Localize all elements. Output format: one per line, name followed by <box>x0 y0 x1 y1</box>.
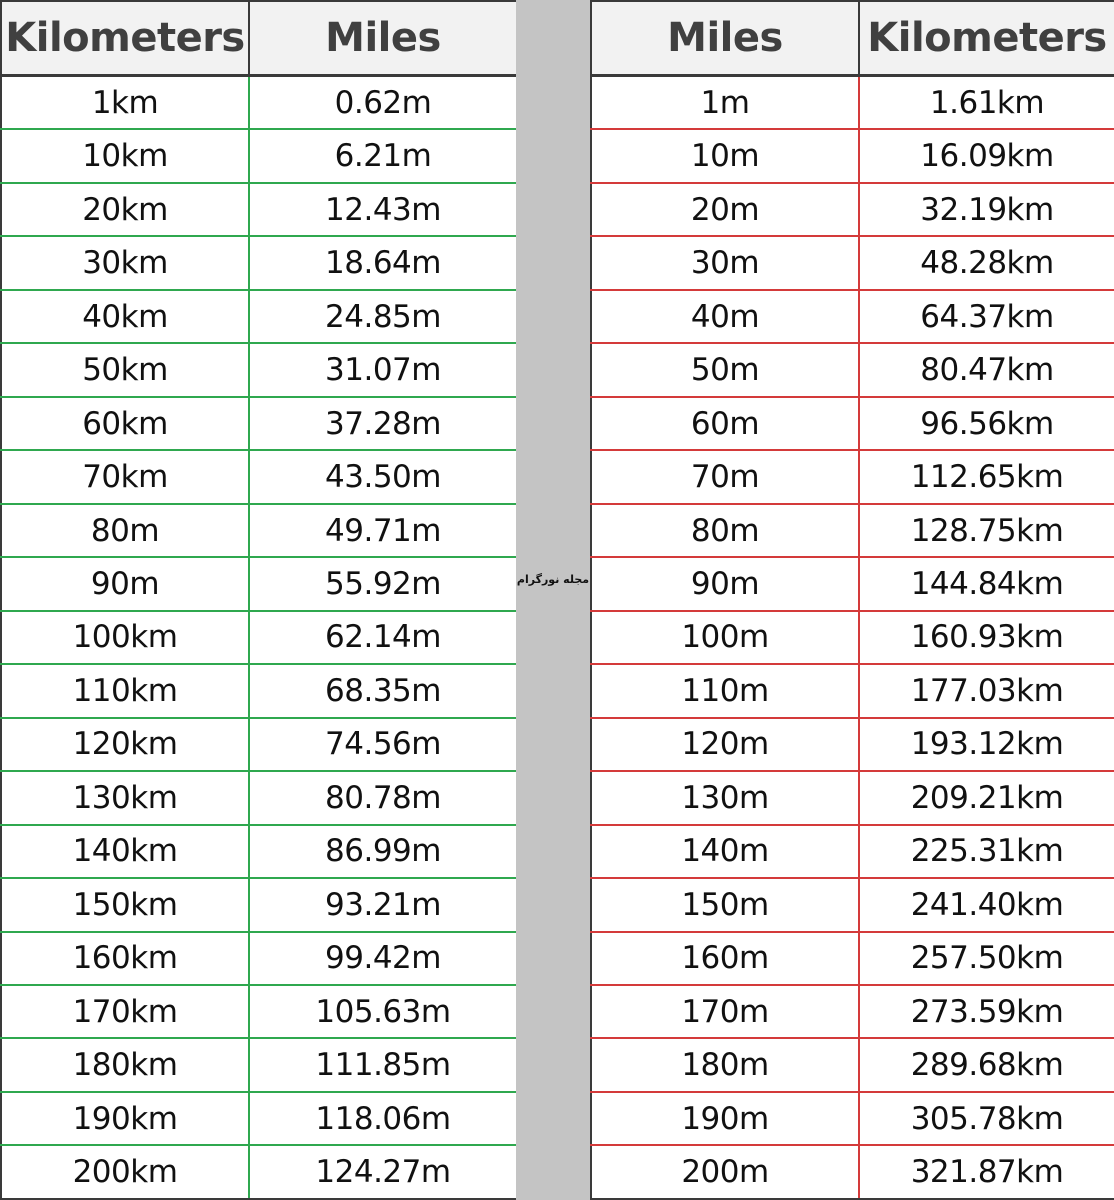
table-row <box>591 343 1114 396</box>
kilometers-cell: 90m <box>1 557 249 610</box>
miles-cell: 90m <box>591 557 859 610</box>
kilometers-cell: 305.78km <box>859 1092 1114 1145</box>
column-header-kilometers: Kilometers <box>1 1 249 76</box>
table-header-row <box>591 1 1114 76</box>
miles-cell: 31.07m <box>249 343 517 396</box>
table-row <box>591 76 1114 130</box>
table-row <box>591 397 1114 450</box>
kilometers-cell: 289.68km <box>859 1038 1114 1091</box>
kilometers-cell: 64.37km <box>859 290 1114 343</box>
miles-to-km-body <box>591 76 1114 1200</box>
kilometers-cell: 1km <box>1 76 249 130</box>
kilometers-cell: 48.28km <box>859 236 1114 289</box>
table-row <box>1 664 517 717</box>
miles-cell: 120m <box>591 718 859 771</box>
table-row <box>591 236 1114 289</box>
kilometers-cell: 177.03km <box>859 664 1114 717</box>
kilometers-cell: 80.47km <box>859 343 1114 396</box>
table-row <box>1 932 517 985</box>
miles-cell: 24.85m <box>249 290 517 343</box>
miles-cell: 49.71m <box>249 504 517 557</box>
table-row <box>591 183 1114 236</box>
table-row <box>591 1092 1114 1145</box>
table-row <box>591 718 1114 771</box>
miles-cell: 43.50m <box>249 450 517 503</box>
table-row <box>591 932 1114 985</box>
kilometers-cell: 40km <box>1 290 249 343</box>
km-to-miles-body <box>1 76 517 1200</box>
miles-cell: 160m <box>591 932 859 985</box>
miles-cell: 100m <box>591 611 859 664</box>
table-row <box>1 825 517 878</box>
miles-to-km-table <box>590 0 1114 1200</box>
watermark-text: مجله نورگرام <box>516 573 590 586</box>
table-row <box>591 878 1114 931</box>
table-row <box>591 611 1114 664</box>
miles-cell: 80m <box>591 504 859 557</box>
kilometers-cell: 1.61km <box>859 76 1114 130</box>
miles-cell: 12.43m <box>249 183 517 236</box>
miles-cell: 93.21m <box>249 878 517 931</box>
table-row <box>1 129 517 182</box>
miles-cell: 50m <box>591 343 859 396</box>
kilometers-cell: 273.59km <box>859 985 1114 1038</box>
kilometers-cell: 110km <box>1 664 249 717</box>
miles-cell: 118.06m <box>249 1092 517 1145</box>
table-divider <box>516 0 590 1200</box>
table-row <box>1 1145 517 1199</box>
miles-cell: 124.27m <box>249 1145 517 1199</box>
kilometers-cell: 160km <box>1 932 249 985</box>
miles-cell: 170m <box>591 985 859 1038</box>
kilometers-cell: 130km <box>1 771 249 824</box>
kilometers-cell: 128.75km <box>859 504 1114 557</box>
miles-cell: 62.14m <box>249 611 517 664</box>
table-row <box>1 343 517 396</box>
kilometers-cell: 209.21km <box>859 771 1114 824</box>
table-row <box>591 290 1114 343</box>
kilometers-cell: 160.93km <box>859 611 1114 664</box>
miles-cell: 74.56m <box>249 718 517 771</box>
kilometers-cell: 16.09km <box>859 129 1114 182</box>
column-header-miles: Miles <box>591 1 859 76</box>
kilometers-cell: 190km <box>1 1092 249 1145</box>
kilometers-cell: 10km <box>1 129 249 182</box>
table-row <box>1 236 517 289</box>
table-row <box>591 450 1114 503</box>
miles-cell: 6.21m <box>249 129 517 182</box>
miles-cell: 190m <box>591 1092 859 1145</box>
miles-cell: 180m <box>591 1038 859 1091</box>
table-row <box>1 611 517 664</box>
table-row <box>1 1092 517 1145</box>
table-row <box>1 290 517 343</box>
table-row <box>1 450 517 503</box>
table-row <box>1 557 517 610</box>
miles-cell: 10m <box>591 129 859 182</box>
kilometers-cell: 321.87km <box>859 1145 1114 1199</box>
miles-cell: 30m <box>591 236 859 289</box>
kilometers-cell: 30km <box>1 236 249 289</box>
miles-cell: 80.78m <box>249 771 517 824</box>
miles-cell: 111.85m <box>249 1038 517 1091</box>
kilometers-cell: 193.12km <box>859 718 1114 771</box>
table-row <box>1 878 517 931</box>
kilometers-cell: 112.65km <box>859 450 1114 503</box>
kilometers-cell: 225.31km <box>859 825 1114 878</box>
miles-cell: 105.63m <box>249 985 517 1038</box>
table-row <box>1 1038 517 1091</box>
miles-cell: 140m <box>591 825 859 878</box>
miles-cell: 200m <box>591 1145 859 1199</box>
table-row <box>591 557 1114 610</box>
miles-cell: 20m <box>591 183 859 236</box>
kilometers-cell: 140km <box>1 825 249 878</box>
kilometers-cell: 170km <box>1 985 249 1038</box>
kilometers-cell: 80m <box>1 504 249 557</box>
kilometers-cell: 60km <box>1 397 249 450</box>
miles-cell: 37.28m <box>249 397 517 450</box>
table-row <box>591 504 1114 557</box>
table-row <box>591 825 1114 878</box>
miles-cell: 70m <box>591 450 859 503</box>
table-row <box>1 76 517 130</box>
kilometers-cell: 96.56km <box>859 397 1114 450</box>
column-header-kilometers: Kilometers <box>859 1 1114 76</box>
miles-cell: 1m <box>591 76 859 130</box>
miles-cell: 55.92m <box>249 557 517 610</box>
table-row <box>1 718 517 771</box>
table-row <box>591 129 1114 182</box>
table-row <box>591 1038 1114 1091</box>
miles-cell: 86.99m <box>249 825 517 878</box>
kilometers-cell: 150km <box>1 878 249 931</box>
table-header-row <box>1 1 517 76</box>
miles-cell: 150m <box>591 878 859 931</box>
kilometers-cell: 100km <box>1 611 249 664</box>
column-header-miles: Miles <box>249 1 517 76</box>
kilometers-cell: 257.50km <box>859 932 1114 985</box>
kilometers-cell: 241.40km <box>859 878 1114 931</box>
table-row <box>1 183 517 236</box>
kilometers-cell: 32.19km <box>859 183 1114 236</box>
table-row <box>591 985 1114 1038</box>
kilometers-cell: 180km <box>1 1038 249 1091</box>
miles-cell: 0.62m <box>249 76 517 130</box>
table-row <box>1 985 517 1038</box>
table-row <box>1 771 517 824</box>
kilometers-cell: 50km <box>1 343 249 396</box>
table-row <box>1 397 517 450</box>
miles-cell: 40m <box>591 290 859 343</box>
kilometers-cell: 20km <box>1 183 249 236</box>
kilometers-cell: 120km <box>1 718 249 771</box>
miles-cell: 130m <box>591 771 859 824</box>
kilometers-cell: 70km <box>1 450 249 503</box>
table-row <box>591 1145 1114 1199</box>
table-row <box>591 664 1114 717</box>
table-row <box>591 771 1114 824</box>
miles-cell: 110m <box>591 664 859 717</box>
miles-cell: 60m <box>591 397 859 450</box>
km-to-miles-table <box>0 0 518 1200</box>
kilometers-cell: 200km <box>1 1145 249 1199</box>
miles-cell: 99.42m <box>249 932 517 985</box>
kilometers-cell: 144.84km <box>859 557 1114 610</box>
miles-cell: 18.64m <box>249 236 517 289</box>
table-row <box>1 504 517 557</box>
miles-cell: 68.35m <box>249 664 517 717</box>
